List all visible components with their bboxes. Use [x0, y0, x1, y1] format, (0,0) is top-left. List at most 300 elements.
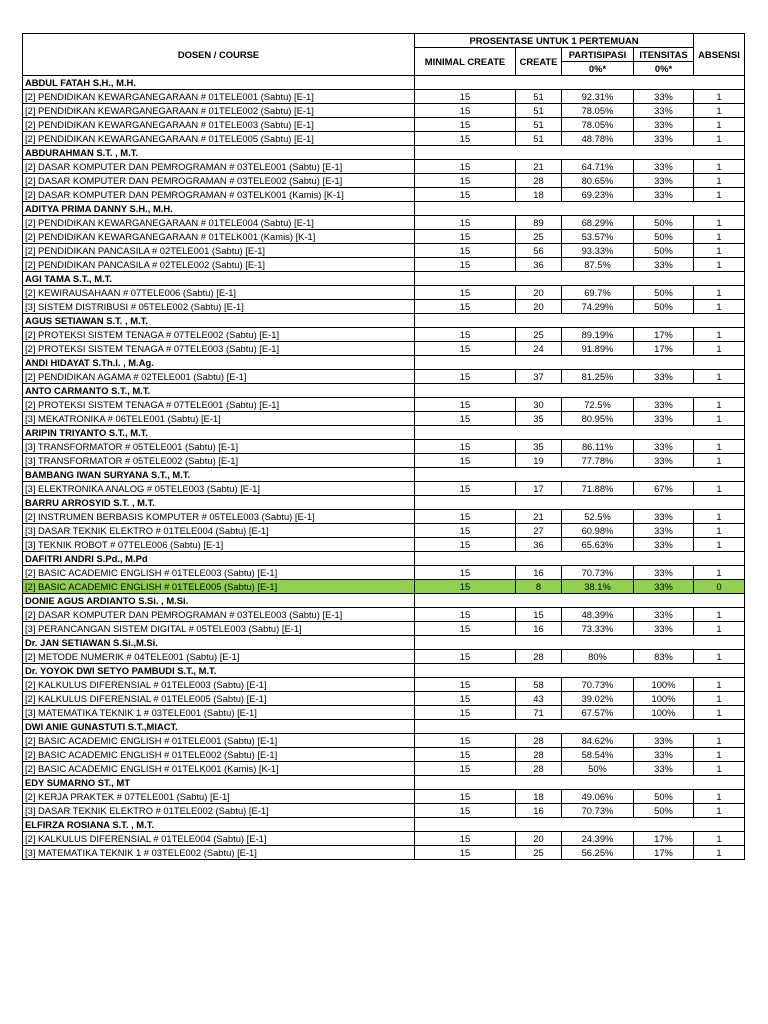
create-cell: 43: [516, 692, 562, 706]
partisipasi-cell: 58.54%: [562, 748, 634, 762]
lecturer-row-spacer: [415, 384, 745, 398]
lecturer-row: [23, 818, 745, 832]
minimal-create-cell: 15: [415, 258, 516, 272]
absensi-cell: 1: [694, 300, 745, 314]
itensitas-cell: 33%: [634, 580, 694, 594]
absensi-cell: 1: [694, 622, 745, 636]
course-name: [2] KALKULUS DIFERENSIAL # 01TELE003 (Sabtu) [E-1]: [23, 678, 415, 692]
lecturer-row-spacer: [415, 594, 745, 608]
partisipasi-cell: 74.29%: [562, 300, 634, 314]
create-cell: 51: [516, 132, 562, 146]
course-row: [23, 650, 745, 664]
course-name: [2] PENDIDIKAN KEWARGANEGARAAN # 01TELE001 (Sabtu) [E-1]: [23, 90, 415, 104]
lecturer-row: [23, 552, 745, 566]
minimal-create-cell: 15: [415, 538, 516, 552]
create-cell: 21: [516, 160, 562, 174]
itensitas-cell: 33%: [634, 524, 694, 538]
course-name: [2] BASIC ACADEMIC ENGLISH # 01TELK001 (Kamis) [K-1]: [23, 762, 415, 776]
absensi-cell: 1: [694, 650, 745, 664]
itensitas-cell: 33%: [634, 538, 694, 552]
course-row: [23, 482, 745, 496]
lecturer-row: [23, 496, 745, 510]
course-row: [23, 90, 745, 104]
itensitas-cell: 50%: [634, 216, 694, 230]
create-cell: 16: [516, 804, 562, 818]
minimal-create-cell: 15: [415, 622, 516, 636]
course-name: [3] TRANSFORMATOR # 05TELE001 (Sabtu) [E-1]: [23, 440, 415, 454]
course-row: [23, 566, 745, 580]
course-name: [3] SISTEM DISTRIBUSI # 05TELE002 (Sabtu) [E-1]: [23, 300, 415, 314]
header-partisipasi-sub: 0%*: [562, 62, 634, 76]
absensi-cell: 1: [694, 790, 745, 804]
course-name: [2] PROTEKSI SISTEM TENAGA # 07TELE003 (Sabtu) [E-1]: [23, 342, 415, 356]
absensi-cell: 1: [694, 118, 745, 132]
course-row: [23, 398, 745, 412]
lecturer-row: [23, 664, 745, 678]
course-row: [23, 174, 745, 188]
partisipasi-cell: 53.57%: [562, 230, 634, 244]
lecturer-name: AGUS SETIAWAN S.T. , M.T.: [23, 314, 415, 328]
minimal-create-cell: 15: [415, 370, 516, 384]
absensi-cell: 1: [694, 216, 745, 230]
course-row: [23, 258, 745, 272]
lecturer-name: DWI ANIE GUNASTUTI S.T.,MIACT.: [23, 720, 415, 734]
create-cell: 20: [516, 832, 562, 846]
create-cell: 16: [516, 566, 562, 580]
minimal-create-cell: 15: [415, 454, 516, 468]
create-cell: 28: [516, 734, 562, 748]
course-row: [23, 790, 745, 804]
lecturer-name: EDY SUMARNO ST., MT: [23, 776, 415, 790]
create-cell: 17: [516, 482, 562, 496]
course-name: [3] MATEMATIKA TEKNIK 1 # 03TELE001 (Sabtu) [E-1]: [23, 706, 415, 720]
itensitas-cell: 33%: [634, 104, 694, 118]
lecturer-name: ABDURAHMAN S.T. , M.T.: [23, 146, 415, 160]
itensitas-cell: 33%: [634, 90, 694, 104]
itensitas-cell: 50%: [634, 286, 694, 300]
attendance-table: [22, 33, 745, 860]
absensi-cell: 1: [694, 412, 745, 426]
partisipasi-cell: 69.7%: [562, 286, 634, 300]
lecturer-name: ARIPIN TRIYANTO S.T., M.T.: [23, 426, 415, 440]
lecturer-row: [23, 146, 745, 160]
minimal-create-cell: 15: [415, 608, 516, 622]
partisipasi-cell: 89.19%: [562, 328, 634, 342]
create-cell: 51: [516, 104, 562, 118]
lecturer-row-spacer: [415, 314, 745, 328]
lecturer-row: [23, 468, 745, 482]
course-name: [2] BASIC ACADEMIC ENGLISH # 01TELE001 (Sabtu) [E-1]: [23, 734, 415, 748]
create-cell: 56: [516, 244, 562, 258]
create-cell: 36: [516, 258, 562, 272]
itensitas-cell: 33%: [634, 622, 694, 636]
partisipasi-cell: 84.62%: [562, 734, 634, 748]
lecturer-row-spacer: [415, 272, 745, 286]
create-cell: 25: [516, 846, 562, 860]
itensitas-cell: 33%: [634, 118, 694, 132]
course-name: [2] KALKULUS DIFERENSIAL # 01TELE004 (Sabtu) [E-1]: [23, 832, 415, 846]
create-cell: 28: [516, 748, 562, 762]
itensitas-cell: 33%: [634, 454, 694, 468]
course-name: [2] PENDIDIKAN KEWARGANEGARAAN # 01TELE003 (Sabtu) [E-1]: [23, 118, 415, 132]
lecturer-name: BAMBANG IWAN SURYANA S.T., M.T.: [23, 468, 415, 482]
minimal-create-cell: 15: [415, 762, 516, 776]
absensi-cell: 1: [694, 762, 745, 776]
partisipasi-cell: 70.73%: [562, 804, 634, 818]
absensi-cell: 1: [694, 846, 745, 860]
partisipasi-cell: 80.65%: [562, 174, 634, 188]
create-cell: 28: [516, 650, 562, 664]
partisipasi-cell: 50%: [562, 762, 634, 776]
absensi-cell: 1: [694, 342, 745, 356]
minimal-create-cell: 15: [415, 566, 516, 580]
course-row: [23, 454, 745, 468]
partisipasi-cell: 69.23%: [562, 188, 634, 202]
itensitas-cell: 33%: [634, 188, 694, 202]
itensitas-cell: 33%: [634, 174, 694, 188]
itensitas-cell: 33%: [634, 734, 694, 748]
itensitas-cell: 17%: [634, 846, 694, 860]
partisipasi-cell: 73.33%: [562, 622, 634, 636]
absensi-cell: 1: [694, 160, 745, 174]
itensitas-cell: 67%: [634, 482, 694, 496]
header-dosen-course: DOSEN / COURSE: [23, 34, 415, 76]
course-row: [23, 538, 745, 552]
minimal-create-cell: 15: [415, 804, 516, 818]
lecturer-row: [23, 636, 745, 650]
course-row: [23, 188, 745, 202]
create-cell: 35: [516, 412, 562, 426]
itensitas-cell: 100%: [634, 706, 694, 720]
create-cell: 27: [516, 524, 562, 538]
create-cell: 16: [516, 622, 562, 636]
partisipasi-cell: 93.33%: [562, 244, 634, 258]
course-row: [23, 832, 745, 846]
course-name: [2] PENDIDIKAN KEWARGANEGARAAN # 01TELE002 (Sabtu) [E-1]: [23, 104, 415, 118]
lecturer-row-spacer: [415, 76, 745, 90]
partisipasi-cell: 77.78%: [562, 454, 634, 468]
course-name: [2] DASAR KOMPUTER DAN PEMROGRAMAN # 03TELE001 (Sabtu) [E-1]: [23, 160, 415, 174]
course-row: [23, 692, 745, 706]
lecturer-row: [23, 426, 745, 440]
course-name: [2] PENDIDIKAN KEWARGANEGARAAN # 01TELK001 (Kamis) [K-1]: [23, 230, 415, 244]
course-row: [23, 328, 745, 342]
course-name: [2] KEWIRAUSAHAAN # 07TELE006 (Sabtu) [E-1]: [23, 286, 415, 300]
course-name: [3] MEKATRONIKA # 06TELE001 (Sabtu) [E-1]: [23, 412, 415, 426]
create-cell: 71: [516, 706, 562, 720]
course-row: [23, 734, 745, 748]
create-cell: 28: [516, 174, 562, 188]
minimal-create-cell: 15: [415, 524, 516, 538]
header-minimal-create: MINIMAL CREATE: [415, 48, 516, 76]
itensitas-cell: 33%: [634, 370, 694, 384]
course-name: [2] PROTEKSI SISTEM TENAGA # 07TELE001 (Sabtu) [E-1]: [23, 398, 415, 412]
lecturer-row-spacer: [415, 468, 745, 482]
absensi-cell: 1: [694, 692, 745, 706]
course-name: [2] DASAR KOMPUTER DAN PEMROGRAMAN # 03TELE003 (Sabtu) [E-1]: [23, 608, 415, 622]
itensitas-cell: 100%: [634, 692, 694, 706]
partisipasi-cell: 24.39%: [562, 832, 634, 846]
lecturer-row: [23, 314, 745, 328]
lecturer-row-spacer: [415, 552, 745, 566]
absensi-cell: 1: [694, 370, 745, 384]
lecturer-name: Dr. YOYOK DWI SETYO PAMBUDI S.T., M.T.: [23, 664, 415, 678]
lecturer-row: [23, 76, 745, 90]
create-cell: 30: [516, 398, 562, 412]
lecturer-row-spacer: [415, 720, 745, 734]
absensi-cell: 1: [694, 678, 745, 692]
minimal-create-cell: 15: [415, 650, 516, 664]
absensi-cell: 1: [694, 538, 745, 552]
partisipasi-cell: 67.57%: [562, 706, 634, 720]
create-cell: 37: [516, 370, 562, 384]
partisipasi-cell: 71.88%: [562, 482, 634, 496]
course-row: [23, 510, 745, 524]
lecturer-row-spacer: [415, 146, 745, 160]
create-cell: 25: [516, 328, 562, 342]
header-partisipasi: PARTISIPASI: [562, 48, 634, 62]
create-cell: 58: [516, 678, 562, 692]
itensitas-cell: 100%: [634, 678, 694, 692]
course-name: [3] PERANCANGAN SISTEM DIGITAL # 05TELE003 (Sabtu) [E-1]: [23, 622, 415, 636]
lecturer-row-spacer: [415, 818, 745, 832]
lecturer-row: [23, 776, 745, 790]
absensi-cell: 1: [694, 706, 745, 720]
minimal-create-cell: 15: [415, 174, 516, 188]
lecturer-name: Dr. JAN SETIAWAN S.Si.,M.Si.: [23, 636, 415, 650]
partisipasi-cell: 80.95%: [562, 412, 634, 426]
course-row: [23, 622, 745, 636]
partisipasi-cell: 80%: [562, 650, 634, 664]
itensitas-cell: 33%: [634, 762, 694, 776]
course-name: [2] BASIC ACADEMIC ENGLISH # 01TELE002 (Sabtu) [E-1]: [23, 748, 415, 762]
partisipasi-cell: 48.39%: [562, 608, 634, 622]
course-name: [3] TEKNIK ROBOT # 07TELE006 (Sabtu) [E-1]: [23, 538, 415, 552]
absensi-cell: 1: [694, 510, 745, 524]
course-name: [3] TRANSFORMATOR # 05TELE002 (Sabtu) [E-1]: [23, 454, 415, 468]
absensi-cell: 1: [694, 748, 745, 762]
create-cell: 20: [516, 300, 562, 314]
itensitas-cell: 50%: [634, 230, 694, 244]
itensitas-cell: 33%: [634, 412, 694, 426]
minimal-create-cell: 15: [415, 748, 516, 762]
course-row: [23, 160, 745, 174]
absensi-cell: 1: [694, 566, 745, 580]
minimal-create-cell: 15: [415, 398, 516, 412]
partisipasi-cell: 64.71%: [562, 160, 634, 174]
course-name: [3] DASAR TEKNIK ELEKTRO # 01TELE002 (Sabtu) [E-1]: [23, 804, 415, 818]
minimal-create-cell: 15: [415, 846, 516, 860]
course-row: [23, 608, 745, 622]
lecturer-row-spacer: [415, 356, 745, 370]
create-cell: 24: [516, 342, 562, 356]
create-cell: 35: [516, 440, 562, 454]
minimal-create-cell: 15: [415, 104, 516, 118]
course-name: [2] METODE NUMERIK # 04TELE001 (Sabtu) [E-1]: [23, 650, 415, 664]
absensi-cell: 1: [694, 188, 745, 202]
course-row: [23, 104, 745, 118]
itensitas-cell: 50%: [634, 804, 694, 818]
minimal-create-cell: 15: [415, 482, 516, 496]
itensitas-cell: 50%: [634, 790, 694, 804]
create-cell: 28: [516, 762, 562, 776]
partisipasi-cell: 72.5%: [562, 398, 634, 412]
itensitas-cell: 17%: [634, 832, 694, 846]
partisipasi-cell: 52.5%: [562, 510, 634, 524]
minimal-create-cell: 15: [415, 692, 516, 706]
course-name: [3] MATEMATIKA TEKNIK 1 # 03TELE002 (Sabtu) [E-1]: [23, 846, 415, 860]
lecturer-row: [23, 720, 745, 734]
partisipasi-cell: 60.98%: [562, 524, 634, 538]
partisipasi-cell: 68.29%: [562, 216, 634, 230]
lecturer-name: DONIE AGUS ARDIANTO S.Si. , M.Si.: [23, 594, 415, 608]
absensi-cell: 1: [694, 328, 745, 342]
absensi-cell: 1: [694, 524, 745, 538]
partisipasi-cell: 86.11%: [562, 440, 634, 454]
table-body: [23, 76, 745, 860]
partisipasi-cell: 78.05%: [562, 118, 634, 132]
itensitas-cell: 17%: [634, 328, 694, 342]
itensitas-cell: 33%: [634, 566, 694, 580]
minimal-create-cell: 15: [415, 734, 516, 748]
lecturer-row-spacer: [415, 776, 745, 790]
course-row: [23, 524, 745, 538]
course-row: [23, 762, 745, 776]
table-header: [23, 34, 745, 76]
minimal-create-cell: 15: [415, 118, 516, 132]
absensi-cell: 0: [694, 580, 745, 594]
absensi-cell: 1: [694, 482, 745, 496]
itensitas-cell: 33%: [634, 608, 694, 622]
partisipasi-cell: 92.31%: [562, 90, 634, 104]
header-prosentase: PROSENTASE UNTUK 1 PERTEMUAN: [415, 34, 694, 48]
course-name: [2] BASIC ACADEMIC ENGLISH # 01TELE005 (Sabtu) [E-1]: [23, 580, 415, 594]
minimal-create-cell: 15: [415, 342, 516, 356]
create-cell: 18: [516, 188, 562, 202]
itensitas-cell: 33%: [634, 132, 694, 146]
course-row: [23, 342, 745, 356]
create-cell: 8: [516, 580, 562, 594]
course-name: [2] BASIC ACADEMIC ENGLISH # 01TELE003 (Sabtu) [E-1]: [23, 566, 415, 580]
itensitas-cell: 50%: [634, 244, 694, 258]
itensitas-cell: 17%: [634, 342, 694, 356]
course-name: [2] PENDIDIKAN AGAMA # 02TELE001 (Sabtu) [E-1]: [23, 370, 415, 384]
lecturer-name: AGI TAMA S.T., M.T.: [23, 272, 415, 286]
minimal-create-cell: 15: [415, 160, 516, 174]
lecturer-name: ADITYA PRIMA DANNY S.H., M.H.: [23, 202, 415, 216]
minimal-create-cell: 15: [415, 300, 516, 314]
partisipasi-cell: 87.5%: [562, 258, 634, 272]
lecturer-row: [23, 272, 745, 286]
absensi-cell: 1: [694, 440, 745, 454]
course-name: [2] PENDIDIKAN PANCASILA # 02TELE002 (Sabtu) [E-1]: [23, 258, 415, 272]
absensi-cell: 1: [694, 174, 745, 188]
course-row: [23, 706, 745, 720]
minimal-create-cell: 15: [415, 132, 516, 146]
partisipasi-cell: 48.78%: [562, 132, 634, 146]
absensi-cell: 1: [694, 286, 745, 300]
lecturer-row-spacer: [415, 636, 745, 650]
course-row: [23, 132, 745, 146]
minimal-create-cell: 15: [415, 412, 516, 426]
create-cell: 21: [516, 510, 562, 524]
absensi-cell: 1: [694, 608, 745, 622]
create-cell: 51: [516, 118, 562, 132]
create-cell: 89: [516, 216, 562, 230]
partisipasi-cell: 70.73%: [562, 566, 634, 580]
lecturer-name: BARRU ARROSYID S.T. , M.T.: [23, 496, 415, 510]
minimal-create-cell: 15: [415, 328, 516, 342]
absensi-cell: 1: [694, 734, 745, 748]
course-row: [23, 230, 745, 244]
itensitas-cell: 33%: [634, 510, 694, 524]
course-name: [2] PENDIDIKAN KEWARGANEGARAAN # 01TELE004 (Sabtu) [E-1]: [23, 216, 415, 230]
itensitas-cell: 83%: [634, 650, 694, 664]
lecturer-row: [23, 594, 745, 608]
course-name: [2] INSTRUMEN BERBASIS KOMPUTER # 05TELE003 (Sabtu) [E-1]: [23, 510, 415, 524]
course-name: [2] DASAR KOMPUTER DAN PEMROGRAMAN # 03TELE002 (Sabtu) [E-1]: [23, 174, 415, 188]
absensi-cell: 1: [694, 244, 745, 258]
course-row: [23, 440, 745, 454]
create-cell: 19: [516, 454, 562, 468]
lecturer-row: [23, 384, 745, 398]
minimal-create-cell: 15: [415, 440, 516, 454]
header-itensitas-sub: 0%*: [634, 62, 694, 76]
itensitas-cell: 50%: [634, 300, 694, 314]
course-row: [23, 678, 745, 692]
course-row: [23, 118, 745, 132]
course-name: [2] PENDIDIKAN PANCASILA # 02TELE001 (Sabtu) [E-1]: [23, 244, 415, 258]
create-cell: 20: [516, 286, 562, 300]
course-name: [3] DASAR TEKNIK ELEKTRO # 01TELE004 (Sabtu) [E-1]: [23, 524, 415, 538]
minimal-create-cell: 15: [415, 188, 516, 202]
absensi-cell: 1: [694, 454, 745, 468]
partisipasi-cell: 81.25%: [562, 370, 634, 384]
absensi-cell: 1: [694, 832, 745, 846]
course-row: [23, 370, 745, 384]
lecturer-row: [23, 356, 745, 370]
itensitas-cell: 33%: [634, 440, 694, 454]
course-row-highlighted: [23, 580, 745, 594]
course-name: [2] DASAR KOMPUTER DAN PEMROGRAMAN # 03TELK001 (Kamis) [K-1]: [23, 188, 415, 202]
itensitas-cell: 33%: [634, 398, 694, 412]
lecturer-name: ANDI HIDAYAT S.Th.I. , M.Ag.: [23, 356, 415, 370]
course-row: [23, 412, 745, 426]
lecturer-name: ANTO CARMANTO S.T., M.T.: [23, 384, 415, 398]
minimal-create-cell: 15: [415, 706, 516, 720]
minimal-create-cell: 15: [415, 90, 516, 104]
course-name: [2] KERJA PRAKTEK # 07TELE001 (Sabtu) [E-1]: [23, 790, 415, 804]
partisipasi-cell: 65.63%: [562, 538, 634, 552]
create-cell: 51: [516, 90, 562, 104]
minimal-create-cell: 15: [415, 244, 516, 258]
create-cell: 36: [516, 538, 562, 552]
partisipasi-cell: 38.1%: [562, 580, 634, 594]
course-row: [23, 300, 745, 314]
header-create: CREATE: [516, 48, 562, 76]
course-name: [2] KALKULUS DIFERENSIAL # 01TELE005 (Sabtu) [E-1]: [23, 692, 415, 706]
header-absensi: ABSENSI: [694, 34, 745, 76]
itensitas-cell: 33%: [634, 748, 694, 762]
create-cell: 18: [516, 790, 562, 804]
minimal-create-cell: 15: [415, 286, 516, 300]
lecturer-row-spacer: [415, 664, 745, 678]
partisipasi-cell: 39.02%: [562, 692, 634, 706]
absensi-cell: 1: [694, 90, 745, 104]
lecturer-name: ELFIRZA ROSIANA S.T. , M.T.: [23, 818, 415, 832]
course-name: [2] PROTEKSI SISTEM TENAGA # 07TELE002 (Sabtu) [E-1]: [23, 328, 415, 342]
lecturer-name: ABDUL FATAH S.H., M.H.: [23, 76, 415, 90]
